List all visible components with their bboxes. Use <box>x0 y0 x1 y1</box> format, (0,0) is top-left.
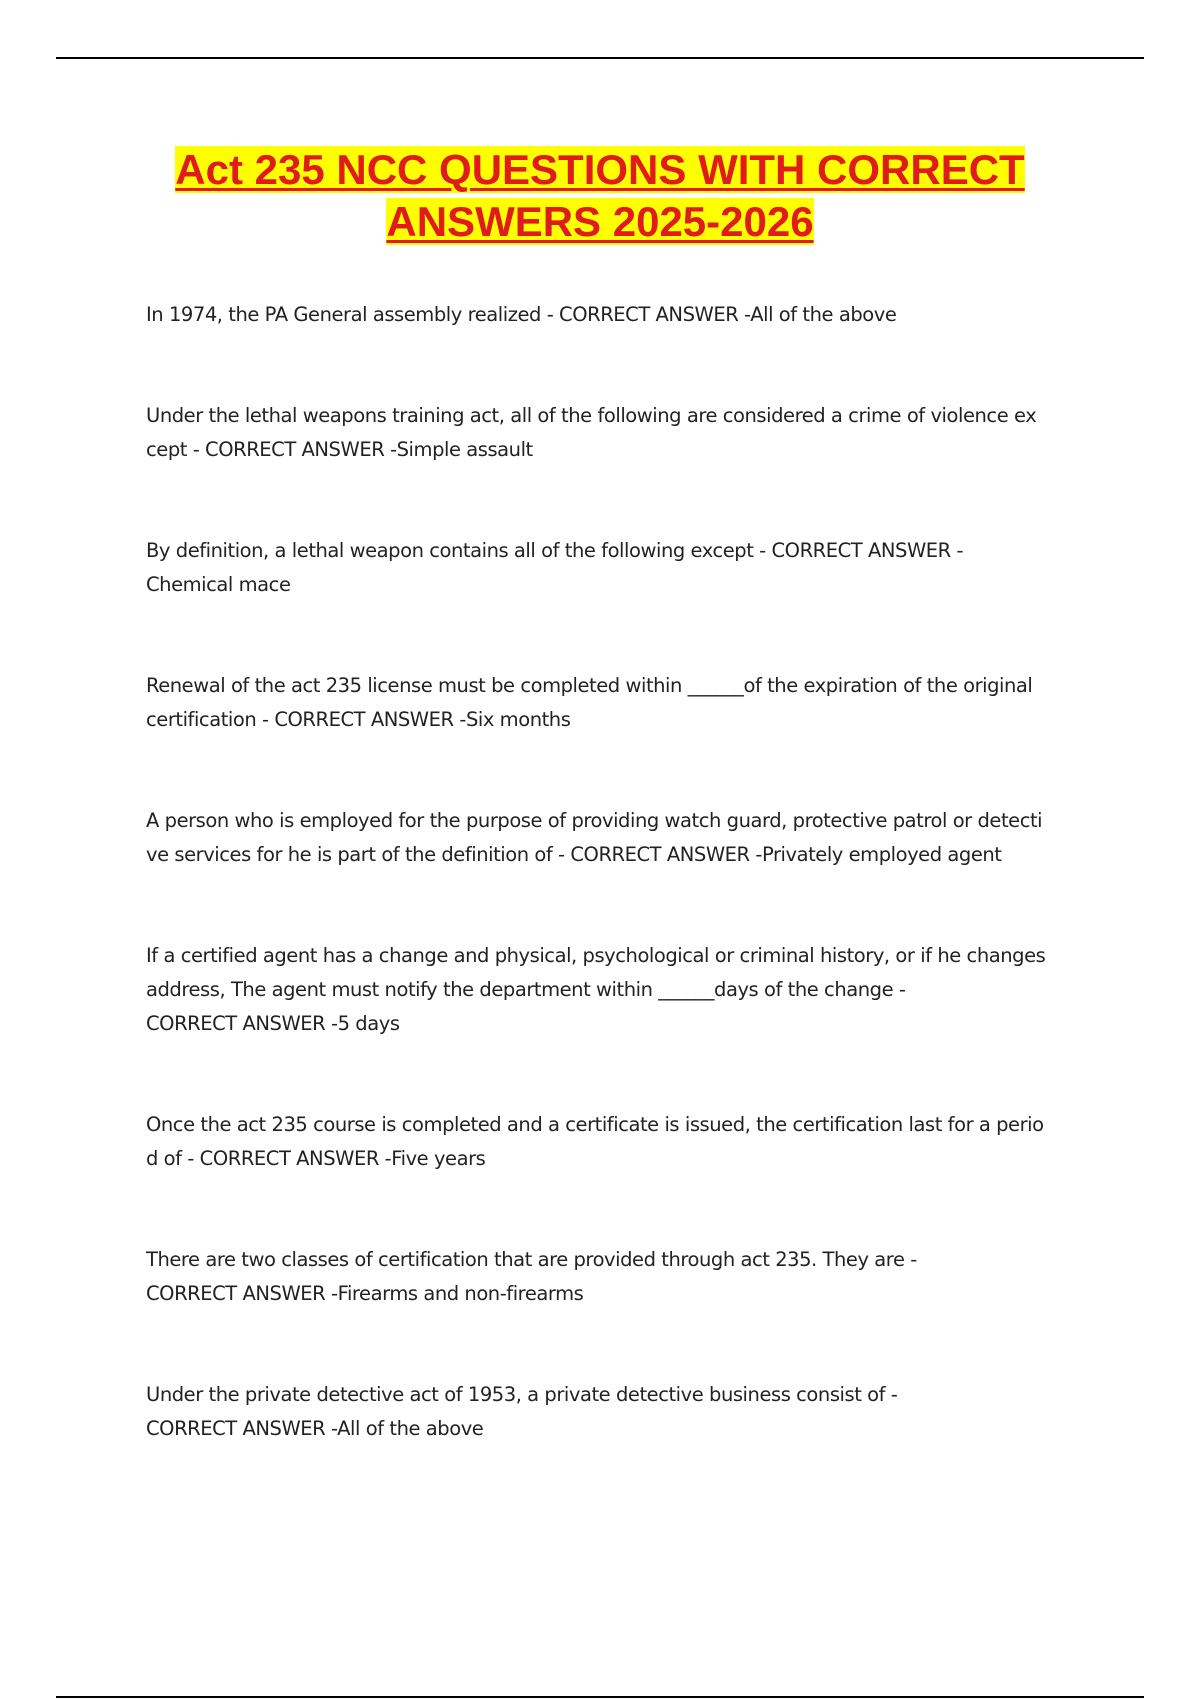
top-divider <box>56 57 1144 59</box>
title-line-1: Act 235 NCC QUESTIONS WITH CORRECT <box>175 146 1025 193</box>
document-title <box>0 144 1200 248</box>
qa-item-6: If a certified agent has a change and physical, psychological or criminal history, or if he changes address, The agent must notify the department within ______days of the change - CORRECT ANSWER -5 days <box>146 944 1046 1035</box>
qa-item-2: Under the lethal weapons training act, all of the following are considered a crime of violence ex cept - CORRECT ANSWER -Simple assault <box>146 404 1037 461</box>
bottom-divider <box>56 1696 1144 1698</box>
qa-item-9: Under the private detective act of 1953, a private detective business consist of - CORRECT ANSWER -All of the above <box>146 1383 898 1440</box>
title-line-2: ANSWERS 2025-2026 <box>386 198 814 245</box>
qa-item-5: A person who is employed for the purpose of providing watch guard, protective patrol or detecti ve services for he is part of the definition of - CORRECT ANSWER -Privately employed agent <box>146 809 1043 866</box>
qa-item-1: In 1974, the PA General assembly realized - CORRECT ANSWER -All of the above <box>146 303 897 326</box>
question-answer-list <box>146 298 1091 1446</box>
qa-item-7: Once the act 235 course is completed and a certificate is issued, the certification last for a perio d of - CORRECT ANSWER -Five years <box>146 1113 1044 1170</box>
qa-item-3: By definition, a lethal weapon contains all of the following except - CORRECT ANSWER - Chemical mace <box>146 539 964 596</box>
qa-item-8: There are two classes of certification that are provided through act 235. They are - CORRECT ANSWER -Firearms and non-firearms <box>146 1248 917 1305</box>
qa-item-4: Renewal of the act 235 license must be completed within ______of the expiration of the original certification - CORRECT ANSWER -Six months <box>146 674 1033 731</box>
